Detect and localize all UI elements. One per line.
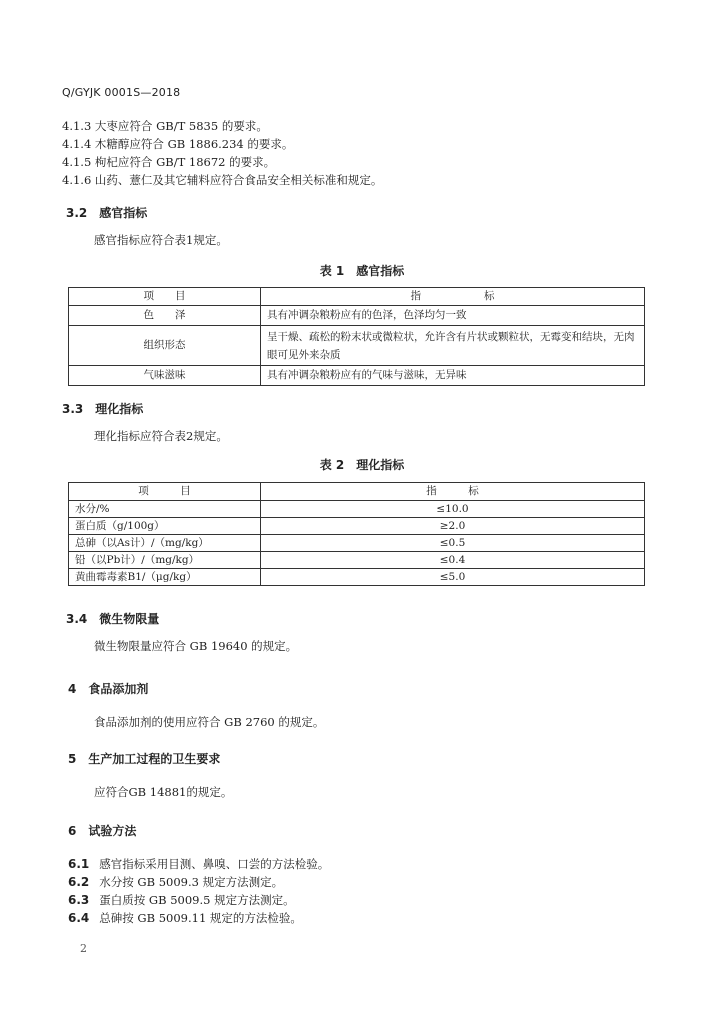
value-cell: 具有冲调杂粮粉应有的气味与滋味，无异味 — [261, 366, 645, 386]
table-1-caption: 表 1 感官指标 — [319, 264, 405, 278]
column-header: 项 目 — [69, 288, 261, 306]
clause-4-1-4: 4.1.4 木糖醇应符合 GB 1886.234 的要求。 — [62, 137, 294, 151]
value-cell: ≤5.0 — [261, 569, 645, 586]
heading-6 — [68, 822, 136, 839]
test-method-item — [68, 910, 302, 926]
physicochemical-table — [68, 482, 645, 586]
value-cell: 具有冲调杂粮粉应有的色泽，色泽均匀一致 — [261, 306, 645, 326]
item-text: 蛋白质按 GB 5009.5 规定方法测定。 — [99, 893, 295, 907]
value-cell: ≥2.0 — [261, 518, 645, 535]
paragraph-5: 应符合GB 14881的规定。 — [94, 785, 233, 799]
heading-3-2 — [66, 204, 147, 221]
heading-4 — [68, 680, 148, 697]
item-number: 6.4 — [68, 911, 90, 925]
page-number: 2 — [80, 942, 87, 955]
clause-4-1-5: 4.1.5 枸杞应符合 GB/T 18672 的要求。 — [62, 155, 276, 169]
paragraph-3-3: 理化指标应符合表2规定。 — [94, 429, 228, 443]
item-text: 水分按 GB 5009.3 规定方法测定。 — [99, 875, 284, 889]
table-header-row — [69, 483, 645, 501]
paragraph-4: 食品添加剂的使用应符合 GB 2760 的规定。 — [94, 715, 325, 729]
item-cell: 总砷（以As计）/（mg/kg） — [69, 535, 261, 552]
heading-3-3 — [62, 400, 143, 417]
paragraph-3-2: 感官指标应符合表1规定。 — [94, 233, 228, 247]
heading-title: 微生物限量 — [99, 612, 160, 626]
clause-4-1-6: 4.1.6 山药、薏仁及其它辅料应符合食品安全相关标准和规定。 — [62, 173, 383, 187]
item-cell: 组织形态 — [69, 326, 261, 366]
item-cell: 色 泽 — [69, 306, 261, 326]
table-row — [69, 518, 645, 535]
standard-code: Q/GYJK 0001S—2018 — [62, 86, 181, 99]
table-row — [69, 366, 645, 386]
value-cell: 呈干燥、疏松的粉末状或微粒状，允许含有片状或颗粒状，无霉变和结块，无肉眼可见外来杂质 — [261, 326, 645, 366]
heading-title: 感官指标 — [99, 206, 148, 220]
test-method-item — [68, 892, 295, 908]
table-header-row — [69, 288, 645, 306]
heading-number: 5 — [68, 752, 77, 766]
item-cell: 铅（以Pb计）/（mg/kg） — [69, 552, 261, 569]
heading-number: 3.2 — [66, 206, 88, 220]
table-row — [69, 535, 645, 552]
item-number: 6.1 — [68, 857, 90, 871]
heading-title: 试验方法 — [88, 824, 137, 838]
value-cell: ≤0.5 — [261, 535, 645, 552]
item-cell: 黄曲霉毒素B1/（μg/kg） — [69, 569, 261, 586]
item-cell: 蛋白质（g/100g） — [69, 518, 261, 535]
item-text: 感官指标采用目测、鼻嗅、口尝的方法检验。 — [99, 857, 330, 871]
heading-title: 食品添加剂 — [88, 682, 149, 696]
item-text: 总砷按 GB 5009.11 规定的方法检验。 — [99, 911, 302, 925]
item-cell: 气味滋味 — [69, 366, 261, 386]
sensory-table — [68, 287, 645, 386]
heading-number: 3.3 — [62, 402, 84, 416]
paragraph-3-4: 微生物限量应符合 GB 19640 的规定。 — [94, 639, 298, 653]
table-row — [69, 501, 645, 518]
heading-number: 3.4 — [66, 612, 88, 626]
value-cell: ≤0.4 — [261, 552, 645, 569]
heading-number: 6 — [68, 824, 77, 838]
heading-title: 理化指标 — [95, 402, 144, 416]
heading-number: 4 — [68, 682, 77, 696]
column-header: 指 标 — [261, 483, 645, 501]
test-method-item — [68, 874, 283, 890]
item-number: 6.3 — [68, 893, 90, 907]
heading-title: 生产加工过程的卫生要求 — [88, 752, 221, 766]
table-row — [69, 552, 645, 569]
clause-4-1-3: 4.1.3 大枣应符合 GB/T 5835 的要求。 — [62, 119, 268, 133]
item-number: 6.2 — [68, 875, 90, 889]
table-2-caption: 表 2 理化指标 — [319, 458, 405, 472]
column-header: 项 目 — [69, 483, 261, 501]
item-cell: 水分/% — [69, 501, 261, 518]
heading-3-4 — [66, 610, 159, 627]
column-header: 指 标 — [261, 288, 645, 306]
test-method-item — [68, 856, 329, 872]
table-row — [69, 569, 645, 586]
table-row — [69, 306, 645, 326]
value-cell: ≤10.0 — [261, 501, 645, 518]
heading-5 — [68, 750, 220, 767]
table-row — [69, 326, 645, 366]
